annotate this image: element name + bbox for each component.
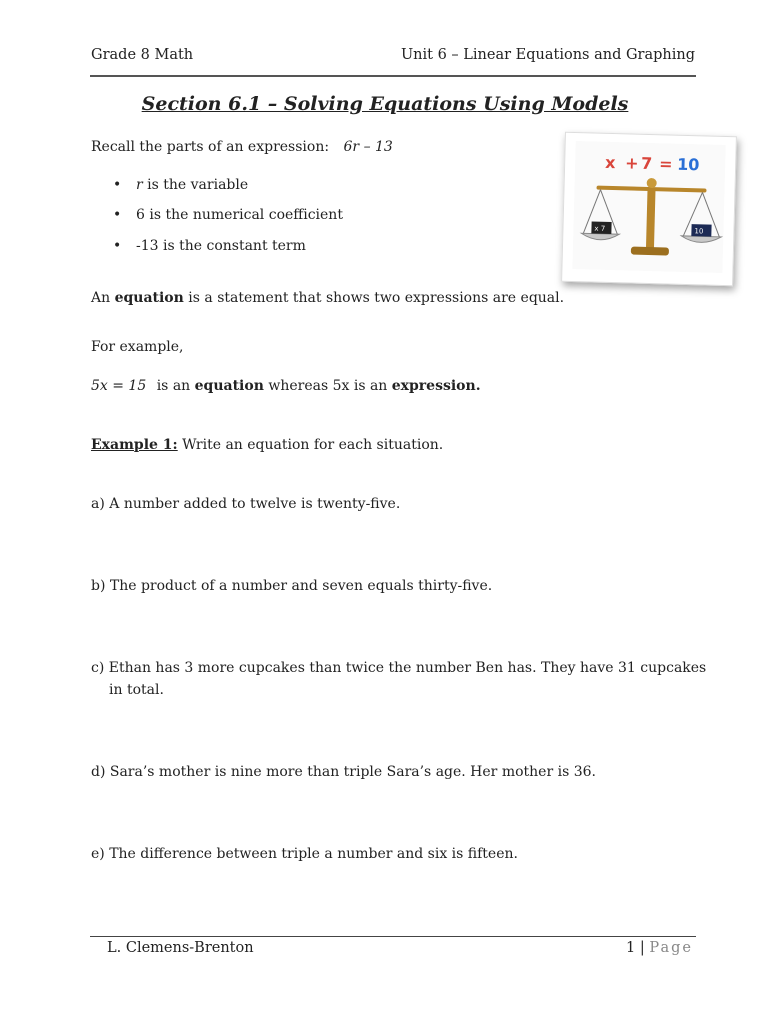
bullet-variable-symbol: r xyxy=(136,177,143,193)
caption-ten: 10 xyxy=(676,154,700,175)
balance-scale-image xyxy=(561,132,737,286)
caption-x: x xyxy=(604,152,616,173)
example1-instructions: Write an equation for each situation. xyxy=(177,437,444,453)
bullet-marker: • xyxy=(113,238,122,254)
right-pan-label: 10 xyxy=(694,227,704,236)
example-term-equation: equation xyxy=(194,378,264,394)
header-course: Grade 8 Math xyxy=(91,47,194,63)
bullet-variable-text: is the variable xyxy=(142,177,249,193)
recall-line xyxy=(91,137,393,157)
recall-expression: 6r – 13 xyxy=(343,139,393,155)
header-divider xyxy=(90,75,696,77)
question-b: b) The product of a number and seven equals thirty-five. xyxy=(91,578,493,594)
balance-scale-icon xyxy=(572,141,725,273)
example1-heading xyxy=(91,435,443,455)
caption-plus: + xyxy=(624,153,639,173)
balance-scale-photo xyxy=(572,141,725,273)
footer-divider xyxy=(90,936,696,937)
bullet-marker: • xyxy=(113,207,122,223)
page-separator: | xyxy=(635,940,650,956)
example1-label: Example 1: xyxy=(91,437,178,453)
bullet-coefficient: 6 is the numerical coefficient xyxy=(136,207,343,223)
definition-post: is a statement that shows two expressions are equal. xyxy=(183,290,565,306)
page-word: Page xyxy=(649,940,693,956)
example-mid2: whereas 5x is an xyxy=(263,378,392,394)
question-c: c) Ethan has 3 more cupcakes than twice the number Ben has. They have 31 cupcakes xyxy=(91,660,707,676)
question-e: e) The difference between triple a number and six is fifteen. xyxy=(91,846,518,862)
footer-page xyxy=(626,940,693,956)
question-a: a) A number added to twelve is twenty-five. xyxy=(91,496,401,512)
bullet-variable xyxy=(136,177,248,193)
page-number: 1 xyxy=(626,940,636,956)
definition-pre: An xyxy=(91,290,115,306)
for-example-text: For example, xyxy=(91,339,184,355)
caption-seven: 7 xyxy=(640,153,653,174)
equation-definition xyxy=(91,288,564,308)
bullet-constant: -13 is the constant term xyxy=(136,238,306,254)
definition-term: equation xyxy=(114,290,184,306)
question-c-continuation: in total. xyxy=(109,682,164,698)
example-term-expression: expression. xyxy=(391,378,481,394)
example-mid: is an xyxy=(152,378,195,394)
bullet-marker: • xyxy=(113,177,122,193)
caption-equals: = xyxy=(658,154,673,174)
recall-text: Recall the parts of an expression: xyxy=(91,139,330,155)
page-title: Section 6.1 – Solving Equations Using Models xyxy=(141,93,629,115)
question-d: d) Sara’s mother is nine more than triple Sara’s age. Her mother is 36. xyxy=(91,764,596,780)
example-equation: 5x = 15 xyxy=(91,378,147,394)
footer-author: L. Clemens-Brenton xyxy=(107,940,254,956)
example-line xyxy=(91,376,481,396)
header-unit: Unit 6 – Linear Equations and Graphing xyxy=(400,47,695,63)
left-pan-label: x 7 xyxy=(594,224,606,233)
